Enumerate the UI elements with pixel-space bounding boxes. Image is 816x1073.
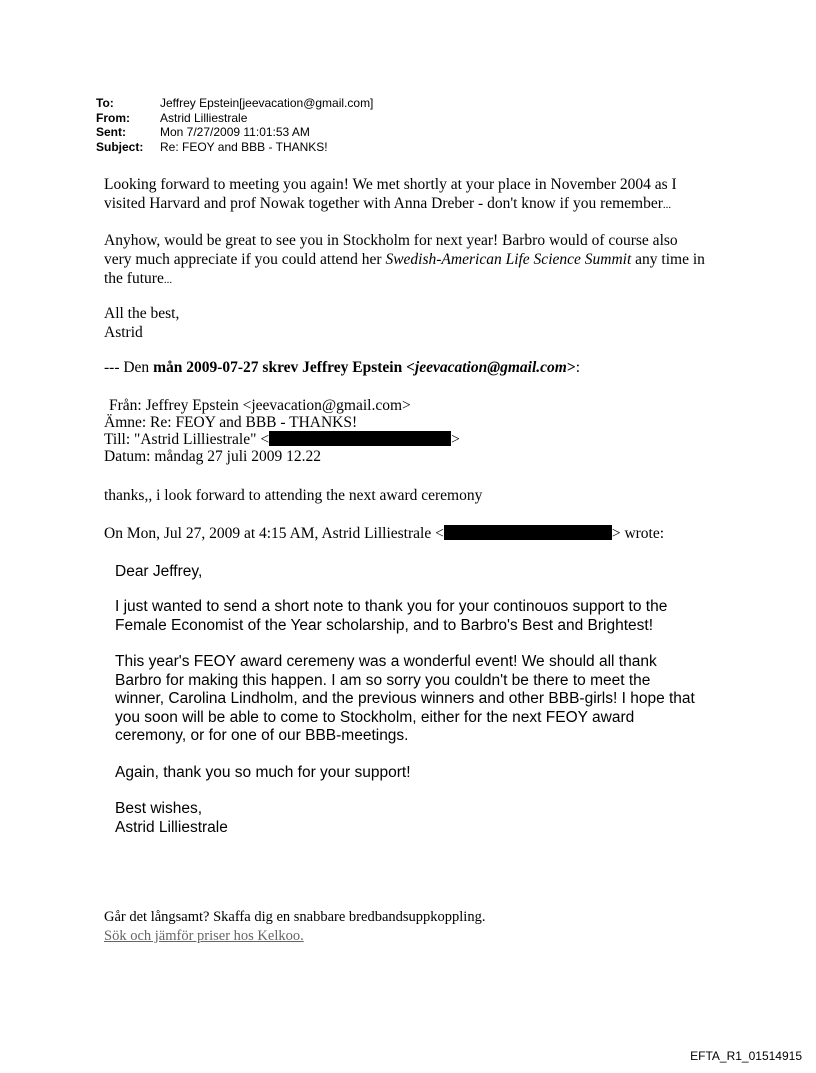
email-header xyxy=(96,96,373,154)
orig-p2-line5: ceremony, or for one of our BBB-meetings. xyxy=(115,727,409,744)
redaction-box xyxy=(269,431,451,446)
reply-p2-line1: Anyhow, would be great to see you in Stockholm for next year! Barbro would of course also xyxy=(104,232,678,249)
reply-p2-line2 xyxy=(104,250,705,269)
quote-prefix: --- Den xyxy=(104,359,154,376)
summit-name: Swedish-American Life Science Summit xyxy=(385,251,632,268)
forwarded-headers xyxy=(104,397,460,465)
quote-email: jeevacation@gmail.com xyxy=(414,359,567,376)
ad-block xyxy=(104,908,485,946)
original-greeting: Dear Jeffrey, xyxy=(115,563,203,580)
redaction-box xyxy=(444,525,612,540)
reply-p2-line3-text: the future xyxy=(104,270,164,287)
orig-p2-line3: winner, Carolina Lindholm, and the previous winners and other BBB-girls! I hope that xyxy=(115,690,695,707)
reply-p1-line2 xyxy=(104,194,677,215)
from-row xyxy=(96,111,373,126)
reply-p1-line2-text: visited Harvard and prof Nowak together with Anna Dreber - don't know if you remember xyxy=(104,195,663,212)
reply-p2-ellipsis: ... xyxy=(163,274,173,286)
quote-gt: > xyxy=(566,359,576,376)
fwd-to-suffix: > xyxy=(451,431,460,448)
sent-row xyxy=(96,125,373,140)
document-id: EFTA_R1_01514915 xyxy=(690,1049,802,1063)
wrote-line xyxy=(104,524,664,543)
reply-p2-line2-a: very much appreciate if you could attend her xyxy=(104,251,386,268)
reply-paragraph-2 xyxy=(104,231,705,290)
wrote-prefix: On Mon, Jul 27, 2009 at 4:15 AM, Astrid Lilliestrale < xyxy=(104,525,444,542)
reply-paragraph-1 xyxy=(104,175,677,215)
reply-closing: All the best, xyxy=(104,305,180,322)
fwd-from: Från: Jeffrey Epstein <jeevacation@gmail.com> xyxy=(109,397,411,414)
sent-value: Mon 7/27/2009 11:01:53 AM xyxy=(160,125,310,139)
from-label: From: xyxy=(96,110,130,125)
wrote-suffix: > wrote: xyxy=(611,525,665,542)
from-value: Astrid Lilliestrale xyxy=(160,110,248,125)
reply-p1-ellipsis: ... xyxy=(662,199,672,211)
orig-p2-line2: Barbro for making this happen. I am so sorry you couldn't be there to meet the xyxy=(115,671,651,689)
orig-closing: Best wishes, xyxy=(115,800,203,817)
reply-p2-line3 xyxy=(104,269,705,290)
reply-signoff xyxy=(104,304,179,342)
quote-header xyxy=(104,358,580,377)
quote-lt: < xyxy=(406,359,415,376)
orig-p2-line4: you soon will be able to come to Stockholm, either for the next FEOY award xyxy=(115,708,635,726)
quote-bold: mån 2009-07-27 skrev Jeffrey Epstein xyxy=(153,359,407,376)
fwd-date: Datum: måndag 27 juli 2009 12.22 xyxy=(104,448,321,465)
to-value: Jeffrey Epstein[jeevacation@gmail.com] xyxy=(160,96,374,110)
original-paragraph-3: Again, thank you so much for your support! xyxy=(115,764,411,781)
subject-row xyxy=(96,140,373,155)
to-row xyxy=(96,96,373,111)
original-paragraph-1 xyxy=(115,598,667,635)
orig-signature: Astrid Lilliestrale xyxy=(115,818,228,836)
fwd-subject: Ämne: Re: FEOY and BBB - THANKS! xyxy=(104,414,358,431)
orig-p1-line1: I just wanted to send a short note to thank you for your continouos support to the xyxy=(115,598,668,615)
fwd-to-prefix: Till: "Astrid Lilliestrale" < xyxy=(104,431,270,448)
reply-p1-line1: Looking forward to meeting you again! We met shortly at your place in November 2004 as I xyxy=(104,176,677,193)
ad-text: Går det långsamt? Skaffa dig en snabbare bredbandsuppkoppling. xyxy=(104,909,486,925)
orig-p1-line2: Female Economist of the Year scholarship, and to Barbro's Best and Brightest! xyxy=(115,616,654,634)
reply-signature: Astrid xyxy=(104,324,143,341)
epstein-reply: thanks,, i look forward to attending the next award ceremony xyxy=(104,487,483,504)
original-signoff xyxy=(115,800,228,837)
to-label: To: xyxy=(96,96,114,110)
original-paragraph-2 xyxy=(115,653,695,746)
fwd-to xyxy=(104,431,460,448)
quote-colon: : xyxy=(575,359,581,376)
reply-p2-line2-b: any time in xyxy=(631,251,705,268)
orig-p2-line1: This year's FEOY award ceremeny was a wonderful event! We should all thank xyxy=(115,653,657,670)
kelkoo-link[interactable]: Sök och jämför priser hos Kelkoo. xyxy=(104,928,304,944)
subject-value: Re: FEOY and BBB - THANKS! xyxy=(160,139,328,154)
sent-label: Sent: xyxy=(96,125,126,139)
subject-label: Subject: xyxy=(96,139,144,154)
